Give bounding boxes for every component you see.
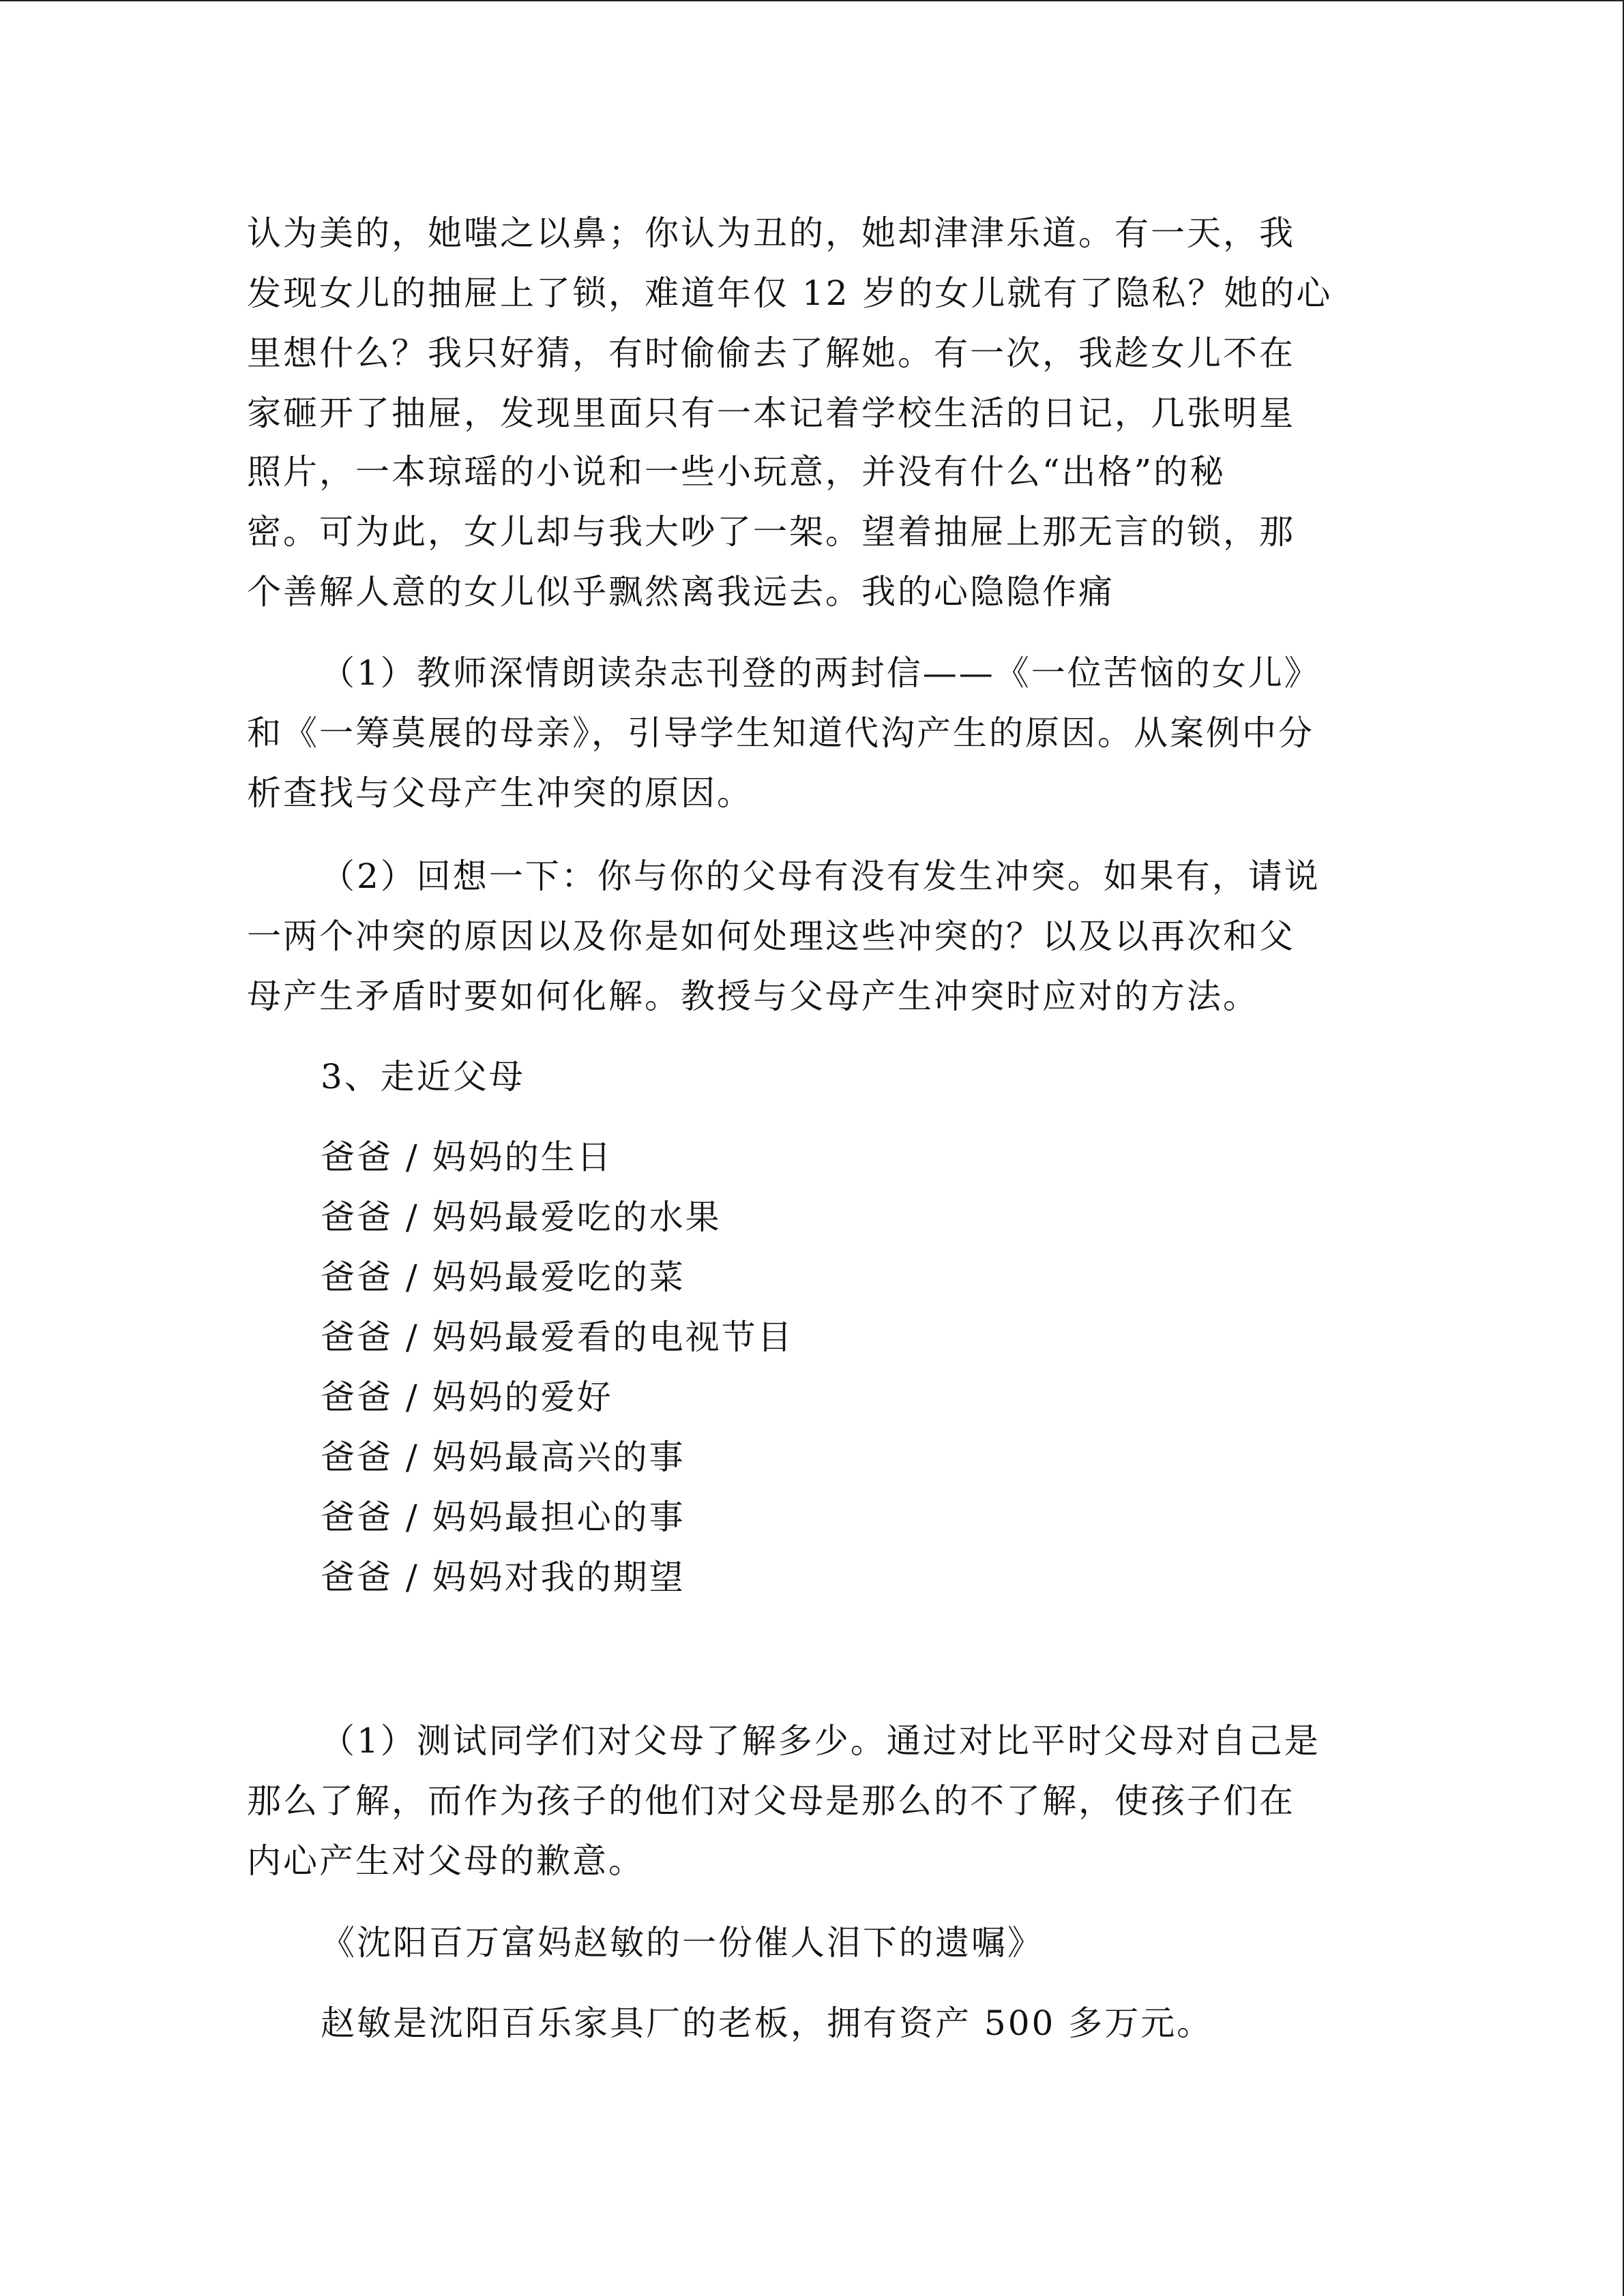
text-line: 家砸开了抽屉，发现里面只有一本记着学校生活的日记，几张明星 xyxy=(247,393,1295,433)
list-item: 爸爸 / 妈妈对我的期望 xyxy=(321,1557,685,1597)
list-item: 爸爸 / 妈妈最爱吃的菜 xyxy=(321,1257,685,1297)
text-line: 里想什么？我只好猜，有时偷偷去了解她。有一次，我趁女儿不在 xyxy=(247,333,1295,373)
list-item: 爸爸 / 妈妈的生日 xyxy=(321,1137,613,1177)
text-line: 和《一筹莫展的母亲》，引导学生知道代沟产生的原因。从案例中分 xyxy=(247,713,1314,753)
text-line: 那么了解，而作为孩子的他们对父母是那么的不了解，使孩子们在 xyxy=(247,1781,1295,1821)
text-line: 母产生矛盾时要如何化解。教授与父母产生冲突时应对的方法。 xyxy=(247,976,1259,1016)
text-line: 一两个冲突的原因以及你是如何处理这些冲突的？以及以再次和父 xyxy=(247,916,1295,956)
text-line: （1）测试同学们对父母了解多少。通过对比平时父母对自己是 xyxy=(321,1721,1320,1761)
list-item: 爸爸 / 妈妈最爱看的电视节目 xyxy=(321,1317,794,1357)
text-line: 认为美的，她嗤之以鼻；你认为丑的，她却津津乐道。有一天，我 xyxy=(247,213,1295,253)
list-item: 爸爸 / 妈妈最爱吃的水果 xyxy=(321,1197,722,1237)
text-line: 密。可为此，女儿却与我大吵了一架。望着抽屉上那无言的锁，那 xyxy=(247,512,1295,552)
text-line: （1）教师深情朗读杂志刊登的两封信——《一位苦恼的女儿》 xyxy=(321,653,1320,693)
text-line: 照片，一本琼瑶的小说和一些小玩意，并没有什么“出格”的秘 xyxy=(247,452,1226,492)
story-first-line: 赵敏是沈阳百乐家具厂的老板，拥有资产 500 多万元。 xyxy=(321,2003,1213,2043)
text-line: 析查找与父母产生冲突的原因。 xyxy=(247,773,753,813)
text-line: 个善解人意的女儿似乎飘然离我远去。我的心隐隐作痛 xyxy=(247,572,1114,612)
list-item: 爸爸 / 妈妈的爱好 xyxy=(321,1377,613,1417)
list-item: 爸爸 / 妈妈最担心的事 xyxy=(321,1497,685,1537)
text-line: （2）回想一下：你与你的父母有没有发生冲突。如果有，请说 xyxy=(321,856,1320,896)
story-title: 《沈阳百万富妈赵敏的一份催人泪下的遗嘱》 xyxy=(321,1923,1044,1963)
text-line: 内心产生对父母的歉意。 xyxy=(247,1841,645,1881)
list-item: 爸爸 / 妈妈最高兴的事 xyxy=(321,1437,685,1477)
text-line: 发现女儿的抽屉上了锁，难道年仅 12 岁的女儿就有了隐私？她的心 xyxy=(247,273,1333,313)
section-heading: 3、走近父母 xyxy=(321,1057,525,1097)
